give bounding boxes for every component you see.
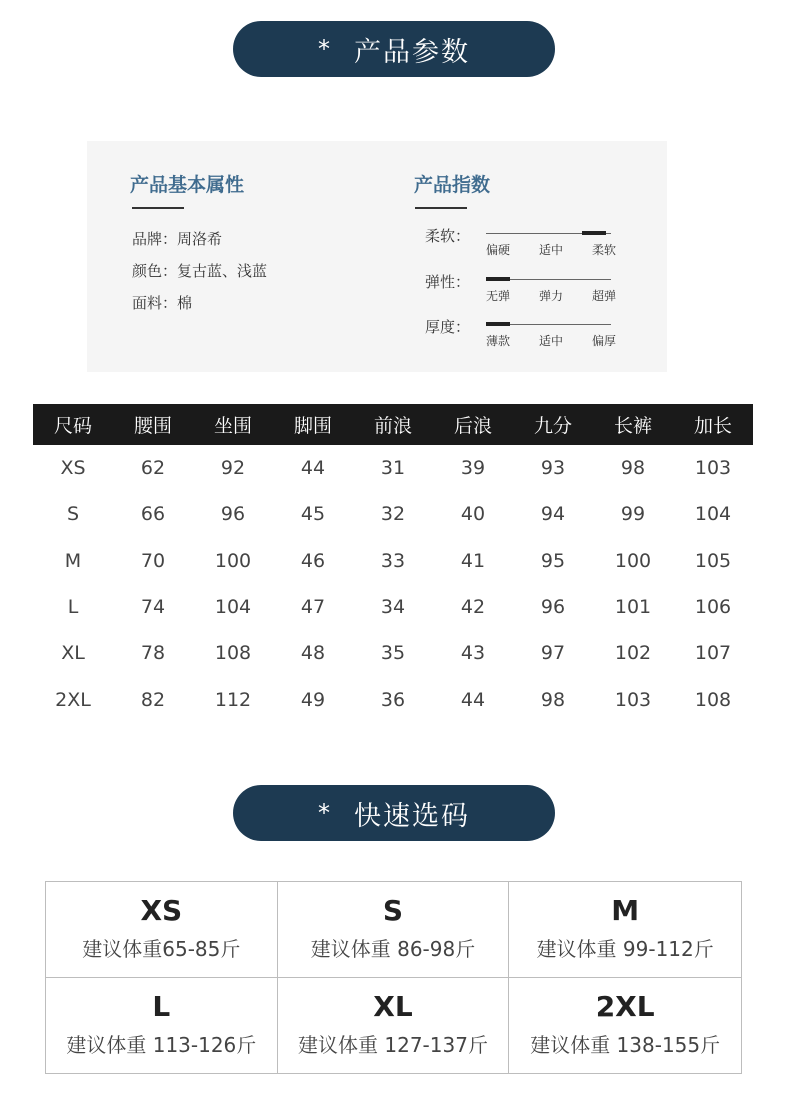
table-cell: 112 (214, 688, 252, 711)
index-option: 无弹 (486, 289, 511, 303)
table-cell: 103 (694, 457, 732, 480)
quick-size-label: L (152, 990, 171, 1024)
index-scale-options (486, 332, 616, 349)
index-scale-options (486, 241, 616, 258)
table-row (33, 538, 753, 584)
quick-size-cell (278, 978, 510, 1074)
table-cell: 43 (460, 642, 486, 665)
index-option: 弹力 (538, 289, 563, 303)
table-cell: 66 (140, 503, 166, 526)
quick-size-cell (278, 882, 510, 978)
color-attribute: 颜色：复古蓝、浅蓝 (132, 262, 268, 280)
table-cell: 31 (380, 457, 406, 480)
table-cell: 46 (300, 549, 326, 572)
star-icon: * (318, 799, 332, 827)
table-cell: 36 (380, 688, 406, 711)
section-header-quick-size (233, 785, 555, 841)
index-option: 适中 (538, 243, 563, 257)
table-cell: 108 (694, 688, 732, 711)
table-cell: 2XL (55, 688, 91, 711)
table-cell: 44 (300, 457, 326, 480)
index-option: 柔软 (591, 243, 616, 257)
quick-size-label: XL (373, 990, 413, 1024)
table-cell: 92 (220, 457, 246, 480)
table-row (33, 491, 753, 537)
table-cell: 103 (614, 688, 652, 711)
quick-size-label: M (611, 894, 640, 928)
table-cell: 41 (460, 549, 486, 572)
quick-size-weight: 建议体重 99-112斤 (536, 937, 714, 962)
table-cell: 105 (694, 549, 732, 572)
table-cell: 62 (140, 457, 166, 480)
star-icon: * (318, 35, 332, 63)
table-cell: 33 (380, 549, 406, 572)
quick-size-weight: 建议体重 113-126斤 (66, 1033, 257, 1058)
table-cell: M (64, 549, 82, 572)
table-cell: 82 (140, 688, 166, 711)
index-scale-marker (486, 277, 510, 281)
index-scale-track (486, 233, 611, 234)
table-cell: 96 (540, 596, 566, 619)
table-cell: 94 (540, 503, 566, 526)
section-title: 产品参数 (354, 36, 470, 68)
column-header: 坐围 (193, 404, 273, 445)
column-header: 脚围 (273, 404, 353, 445)
index-option: 适中 (538, 334, 563, 348)
section-header-product-params (233, 21, 555, 77)
table-cell: 42 (460, 596, 486, 619)
quick-size-cell (46, 978, 278, 1074)
index-option: 薄款 (486, 334, 511, 348)
table-cell: 35 (380, 642, 406, 665)
quick-size-label: 2XL (595, 990, 655, 1024)
index-scale-options (486, 287, 616, 304)
index-option: 偏硬 (486, 243, 511, 257)
size-table (33, 404, 753, 723)
table-cell: 108 (214, 642, 252, 665)
column-header: 后浪 (433, 404, 513, 445)
table-cell: 45 (300, 503, 326, 526)
quick-size-weight: 建议体重65-85斤 (82, 937, 241, 962)
table-cell: 107 (694, 642, 732, 665)
column-header: 前浪 (353, 404, 433, 445)
table-cell: 100 (614, 549, 652, 572)
column-header: 长裤 (593, 404, 673, 445)
fabric-attribute: 面料：棉 (132, 294, 193, 312)
quick-size-weight: 建议体重 86-98斤 (310, 937, 476, 962)
index-scale-marker (582, 231, 606, 235)
table-row (33, 630, 753, 676)
column-header: 加长 (673, 404, 753, 445)
table-cell: 102 (614, 642, 652, 665)
table-cell: 104 (694, 503, 732, 526)
index-label: 柔软： (425, 227, 471, 245)
index-option: 超弹 (591, 289, 616, 303)
table-cell: 78 (140, 642, 166, 665)
table-row (33, 445, 753, 491)
table-cell: 97 (540, 642, 566, 665)
table-cell: 98 (620, 457, 646, 480)
column-header: 尺码 (33, 404, 113, 445)
table-cell: 32 (380, 503, 406, 526)
table-cell: 40 (460, 503, 486, 526)
table-cell: S (66, 503, 80, 526)
table-cell: 96 (220, 503, 246, 526)
title-underline (132, 207, 184, 209)
table-cell: 49 (300, 688, 326, 711)
table-cell: 93 (540, 457, 566, 480)
table-cell: XS (60, 457, 86, 480)
table-cell: 104 (214, 596, 252, 619)
table-row (33, 676, 753, 722)
table-cell: 106 (694, 596, 732, 619)
column-header: 九分 (513, 404, 593, 445)
table-cell: 95 (540, 549, 566, 572)
table-header-row (33, 404, 753, 445)
brand-attribute: 品牌：周洛希 (132, 230, 223, 248)
quick-size-label: XS (140, 894, 183, 928)
quick-size-grid (45, 881, 742, 1074)
quick-size-weight: 建议体重 138-155斤 (530, 1033, 721, 1058)
table-cell: 101 (614, 596, 652, 619)
table-cell: 98 (540, 688, 566, 711)
product-index-title: 产品指数 (414, 174, 491, 196)
table-cell: 70 (140, 549, 166, 572)
table-cell: 99 (620, 503, 646, 526)
index-scale-track (486, 279, 611, 280)
table-cell: XL (61, 642, 85, 665)
quick-size-cell (509, 978, 741, 1074)
table-cell: L (67, 596, 79, 619)
basic-attributes-title: 产品基本属性 (130, 174, 245, 196)
attribute-panel (87, 141, 667, 372)
table-cell: 39 (460, 457, 486, 480)
table-cell: 48 (300, 642, 326, 665)
quick-size-cell (46, 882, 278, 978)
index-scale-track (486, 324, 611, 325)
quick-size-cell (509, 882, 741, 978)
table-cell: 44 (460, 688, 486, 711)
table-cell: 74 (140, 596, 166, 619)
title-underline (415, 207, 467, 209)
table-row (33, 584, 753, 630)
quick-size-label: S (382, 894, 404, 928)
index-label: 弹性： (425, 273, 471, 291)
table-cell: 34 (380, 596, 406, 619)
index-label: 厚度： (425, 318, 471, 336)
index-option: 偏厚 (591, 334, 616, 348)
index-scale-marker (486, 322, 510, 326)
section-title: 快速选码 (354, 800, 470, 832)
table-cell: 47 (300, 596, 326, 619)
column-header: 腰围 (113, 404, 193, 445)
table-cell: 100 (214, 549, 252, 572)
quick-size-weight: 建议体重 127-137斤 (298, 1033, 488, 1058)
